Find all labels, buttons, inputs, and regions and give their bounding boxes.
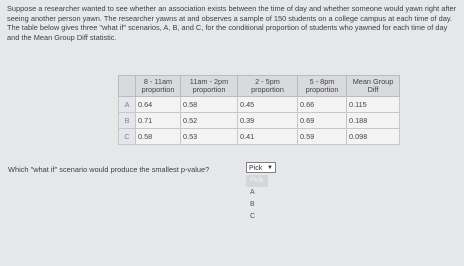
table-cell: 0.098	[347, 129, 400, 145]
table-cell: 0.58	[136, 129, 181, 145]
table-cell: 0.39	[238, 113, 298, 129]
table-row	[119, 113, 400, 129]
table-cell: 0.64	[136, 97, 181, 113]
table-cell: 0.58	[181, 97, 238, 113]
option-pick[interactable]: Pick	[246, 175, 268, 187]
option-b[interactable]: B	[250, 201, 255, 208]
problem-statement: Suppose a researcher wanted to see whether an association exists between the time of day and whether someone would yawn right after seeing another person yawn. The researcher yawns at and observes a sample of 150 students on a college campus at each time of day. The table below gives three "what if" scenarios, A, B, and C, for the conditional proportion of students who yawned for each time of day and the Mean Group Diff statistic.	[7, 4, 457, 42]
table-corner-header	[119, 76, 136, 97]
option-a[interactable]: A	[250, 189, 255, 196]
table-cell: 0.71	[136, 113, 181, 129]
table-header-row	[119, 76, 400, 97]
table-row	[119, 129, 400, 145]
header-mean-group-diff: Mean Group Diff	[347, 76, 400, 97]
table-cell: 0.53	[181, 129, 238, 145]
table-cell: 0.52	[181, 113, 238, 129]
option-c[interactable]: C	[250, 213, 256, 220]
header-8-11am: 8 - 11am proportion	[136, 76, 181, 97]
row-label: A	[119, 97, 136, 113]
table-cell: 0.41	[238, 129, 298, 145]
scenario-options-menu	[246, 175, 268, 233]
scenario-table	[118, 75, 400, 145]
question-text: Which "what if" scenario would produce the smallest p-value?	[8, 165, 210, 174]
header-5-8pm: 5 - 8pm proportion	[298, 76, 347, 97]
table-row	[119, 97, 400, 113]
table-cell: 0.45	[238, 97, 298, 113]
table-cell: 0.66	[298, 97, 347, 113]
scenario-table-container	[118, 75, 400, 145]
row-label: C	[119, 129, 136, 145]
scenario-select[interactable]	[246, 162, 276, 173]
table-cell: 0.69	[298, 113, 347, 129]
header-11am-2pm: 11am - 2pm proportion	[181, 76, 238, 97]
chevron-down-icon: ▼	[267, 165, 273, 171]
row-label: B	[119, 113, 136, 129]
table-cell: 0.188	[347, 113, 400, 129]
table-cell: 0.115	[347, 97, 400, 113]
table-cell: 0.59	[298, 129, 347, 145]
scenario-select-value: Pick	[249, 165, 263, 172]
header-2-5pm: 2 - 5pm proportion	[238, 76, 298, 97]
